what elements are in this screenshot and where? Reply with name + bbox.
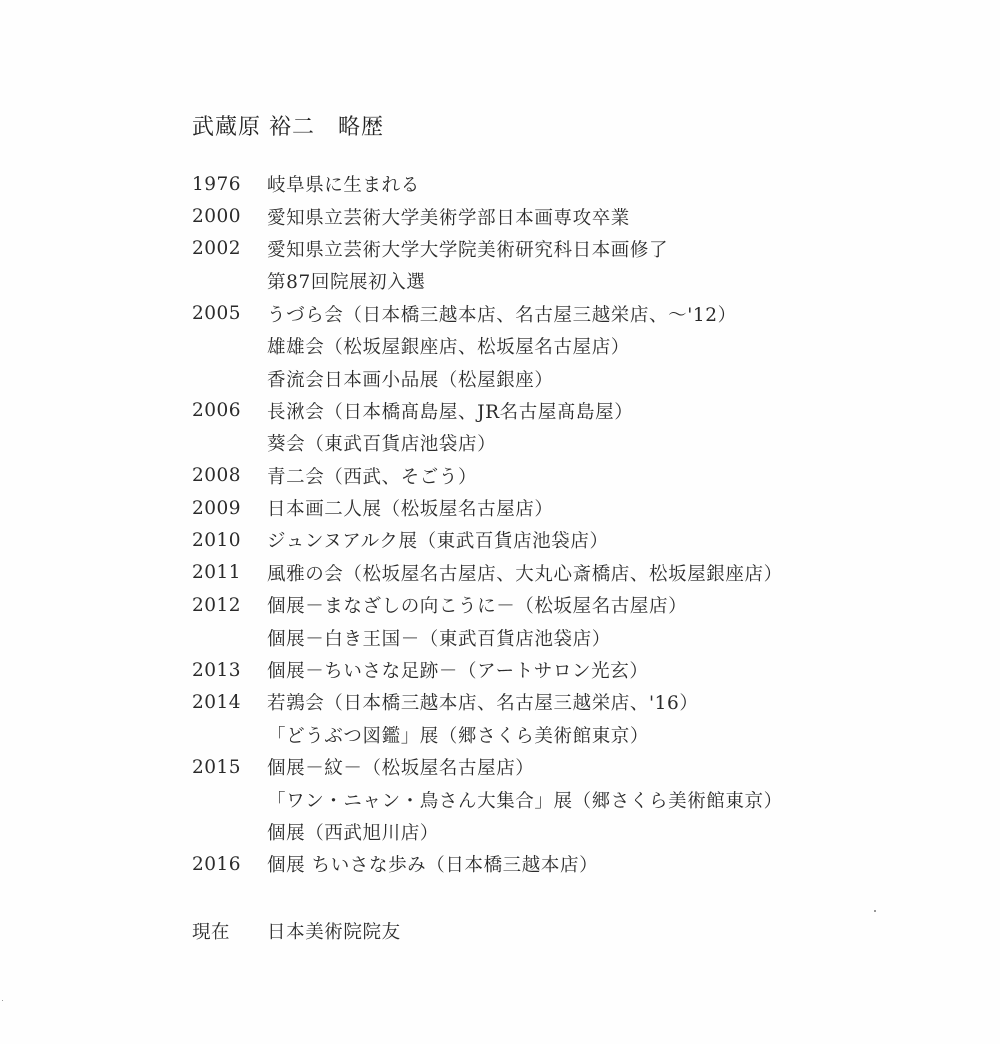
entry-year: 2014 <box>192 691 242 713</box>
career-entry <box>192 524 912 556</box>
career-entry <box>192 330 912 362</box>
entry-year: 2015 <box>192 756 242 778</box>
entry-year: 1976 <box>192 173 242 195</box>
career-entry <box>192 362 912 394</box>
career-entry <box>192 621 912 653</box>
career-entry <box>192 686 912 718</box>
career-entry <box>192 848 912 880</box>
entry-text: 愛知県立芸術大学大学院美術研究科日本画修了 <box>267 239 669 261</box>
entry-text: ジュンヌアルク展（東武百貨店池袋店） <box>267 531 609 553</box>
entry-year: 2005 <box>192 303 242 325</box>
entry-text: 葵会（東武百貨店池袋店） <box>267 434 497 456</box>
career-list <box>192 168 912 881</box>
entry-year: 2010 <box>192 529 242 551</box>
career-entry <box>192 589 912 621</box>
entry-text: 風雅の会（松坂屋名古屋店、大丸心斎橋店、松坂屋銀座店） <box>267 563 783 585</box>
current-status <box>192 918 401 944</box>
entry-text: 岐阜県に生まれる <box>267 175 420 197</box>
entry-year: 2006 <box>192 400 242 422</box>
career-entry <box>192 298 912 330</box>
career-entry <box>192 654 912 686</box>
entry-text: 愛知県立芸術大学美術学部日本画専攻卒業 <box>267 207 630 229</box>
entry-year: 2008 <box>192 465 242 487</box>
entry-year: 2013 <box>192 659 242 681</box>
document-title: 武蔵原 裕二 略歴 <box>192 115 384 140</box>
career-entry <box>192 168 912 200</box>
entry-text: 個展－ちいさな足跡－（アートサロン光玄） <box>267 661 649 683</box>
current-text: 日本美術院院友 <box>267 922 401 943</box>
entry-text: 青二会（西武、そごう） <box>267 466 478 488</box>
career-entry <box>192 395 912 427</box>
entry-text: うづら会（日本橋三越本店、名古屋三越栄店、～'12） <box>267 304 737 326</box>
entry-text: 個展－まなざしの向こうに－（松坂屋名古屋店） <box>267 596 688 618</box>
entry-text: 長湫会（日本橋髙島屋、JR名古屋髙島屋） <box>267 401 634 423</box>
entry-text: 個展－白き王国－（東武百貨店池袋店） <box>267 628 611 650</box>
entry-text: 個展（西武旭川店） <box>267 823 439 844</box>
career-entry <box>192 265 912 297</box>
entry-year: 2002 <box>192 238 242 260</box>
career-entry <box>192 719 912 751</box>
entry-text: 「どうぶつ図鑑」展（郷さくら美術館東京） <box>267 725 650 747</box>
entry-text: 若鶉会（日本橋三越本店、名古屋三越栄店、'16） <box>267 693 699 715</box>
entry-text: 雄雄会（松坂屋銀座店、松坂屋名古屋店） <box>267 337 630 359</box>
career-entry <box>192 200 912 232</box>
entry-year: 2011 <box>192 562 242 584</box>
entry-text: 香流会日本画小品展（松屋銀座） <box>267 369 554 391</box>
career-entry <box>192 751 912 783</box>
entry-text: 日本画二人展（松坂屋名古屋店） <box>267 499 554 521</box>
entry-year: 2000 <box>192 206 242 228</box>
entry-year: 2012 <box>192 594 242 616</box>
career-entry <box>192 557 912 589</box>
career-entry <box>192 492 912 524</box>
career-entry <box>192 233 912 265</box>
scan-speck <box>2 1000 3 1001</box>
entry-text: 「ワン・ニャン・鳥さん大集合」展（郷さくら美術館東京） <box>267 790 783 812</box>
entry-text: 個展 ちいさな歩み（日本橋三越本店） <box>267 855 599 877</box>
entry-text: 第87回院展初入選 <box>267 272 426 294</box>
scan-speck <box>874 910 876 912</box>
career-entry <box>192 427 912 459</box>
entry-text: 個展－紋－（松坂屋名古屋店） <box>267 758 535 780</box>
entry-year: 2016 <box>192 853 242 875</box>
career-entry <box>192 783 912 815</box>
career-entry <box>192 816 912 848</box>
career-entry <box>192 460 912 492</box>
current-label: 現在 <box>192 922 231 943</box>
entry-year: 2009 <box>192 497 242 519</box>
